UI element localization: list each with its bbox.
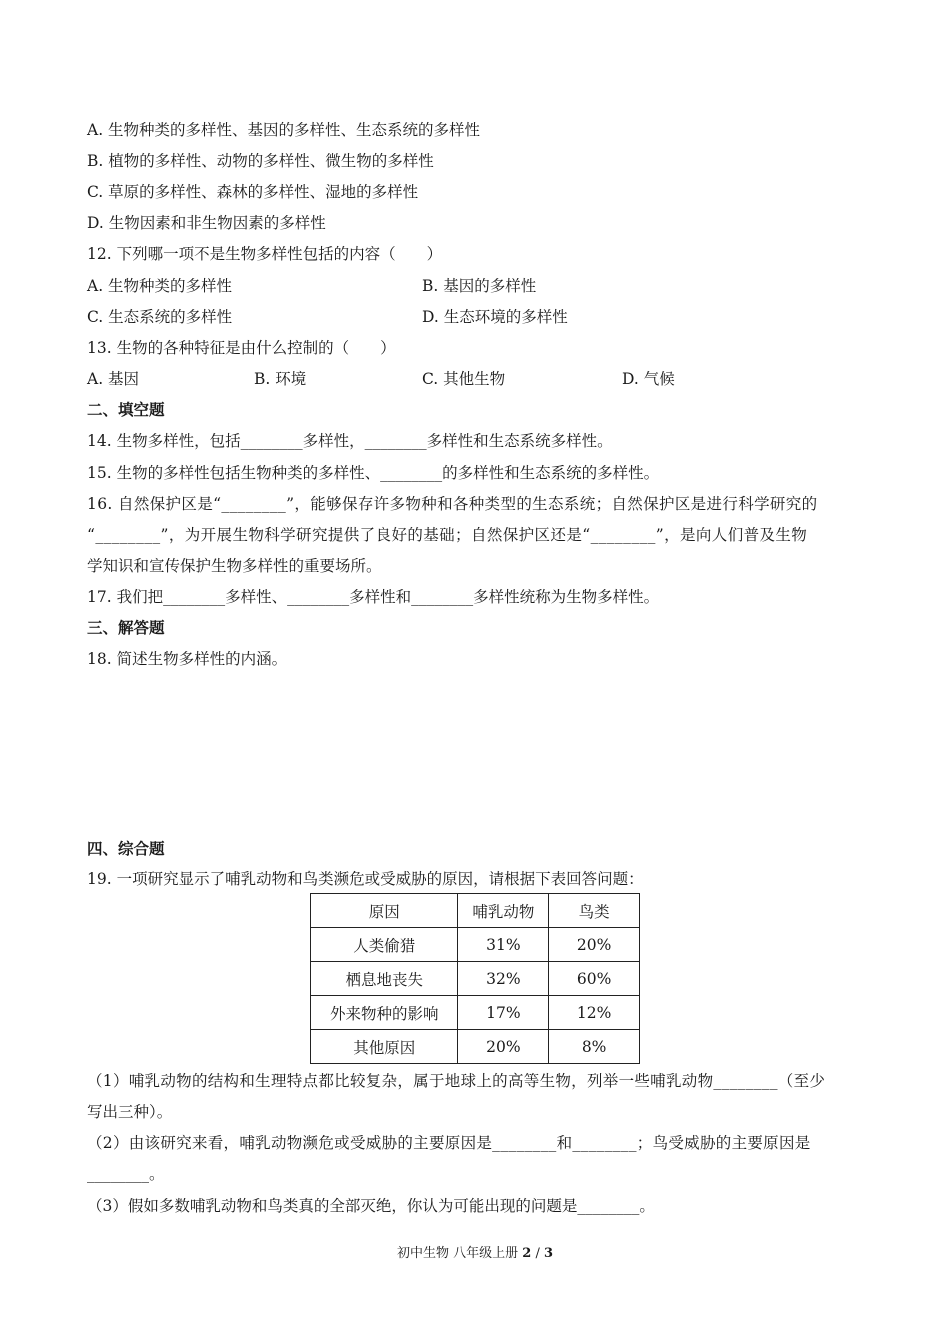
table-cell: 17% xyxy=(458,996,549,1030)
table-row xyxy=(311,962,640,996)
q12-option-a: A. 生物种类的多样性 xyxy=(87,277,233,295)
q11-option-a: A. 生物种类的多样性、基因的多样性、生态系统的多样性 xyxy=(87,121,481,139)
table-cell: 人类偷猎 xyxy=(311,928,458,962)
table-header-cell: 原因 xyxy=(311,894,458,928)
q19-sub1-line2: 写出三种）。 xyxy=(87,1103,173,1121)
table-cell: 60% xyxy=(549,962,640,996)
table-cell: 32% xyxy=(458,962,549,996)
table-row xyxy=(311,928,640,962)
footer-page-number: 2 xyxy=(522,1246,532,1261)
q13-option-b: B. 环境 xyxy=(254,370,307,388)
q19-stem: 19. 一项研究显示了哺乳动物和鸟类濒危或受威胁的原因，请根据下表回答问题： xyxy=(87,870,644,888)
q15-text: 15. 生物的多样性包括生物种类的多样性、________的多样性和生态系统的多样性。 xyxy=(87,464,660,482)
page-footer xyxy=(0,1244,950,1264)
footer-label: 初中生物 八年级上册 xyxy=(396,1246,519,1261)
table-header-cell: 哺乳动物 xyxy=(458,894,549,928)
q11-option-b: B. 植物的多样性、动物的多样性、微生物的多样性 xyxy=(87,152,434,170)
q13-options-row xyxy=(87,368,867,390)
q12-option-b: B. 基因的多样性 xyxy=(422,277,537,295)
q19-sub2-line2: ________。 xyxy=(87,1165,165,1183)
table-cell: 20% xyxy=(549,928,640,962)
q12-option-c: C. 生态系统的多样性 xyxy=(87,308,233,326)
q19-sub1-line1: （1）哺乳动物的结构和生理特点都比较复杂，属于地球上的高等生物，列举一些哺乳动物________（至少 xyxy=(87,1072,826,1090)
q12-stem: 12. 下列哪一项不是生物多样性包括的内容（ ） xyxy=(87,245,443,263)
q13-option-d: D. 气候 xyxy=(622,370,675,388)
footer-separator: / xyxy=(531,1246,544,1261)
q13-option-a: A. 基因 xyxy=(87,370,140,388)
q12-option-d: D. 生态环境的多样性 xyxy=(422,308,568,326)
table-row xyxy=(311,996,640,1030)
q18-text: 18. 简述生物多样性的内涵。 xyxy=(87,650,288,668)
q16-line3: 学知识和宣传保护生物多样性的重要场所。 xyxy=(87,557,382,575)
table-cell: 12% xyxy=(549,996,640,1030)
table-header-row xyxy=(311,894,640,928)
q14-text: 14. 生物多样性，包括________多样性，________多样性和生态系统多样性。 xyxy=(87,432,613,450)
q19-sub2-line1: （2）由该研究来看，哺乳动物濒危或受威胁的主要原因是________和________；鸟受威胁的主要原因是 xyxy=(87,1134,811,1152)
threat-cause-table xyxy=(310,893,640,1064)
table-row xyxy=(311,1030,640,1064)
q11-option-d: D. 生物因素和非生物因素的多样性 xyxy=(87,214,326,232)
table-cell: 31% xyxy=(458,928,549,962)
q12-options-row1 xyxy=(87,275,867,297)
table-cell: 20% xyxy=(458,1030,549,1064)
q16-line1: 16. 自然保护区是“________”，能够保存许多物种和各种类型的生态系统；自然保护区是进行科学研究的 xyxy=(87,495,818,513)
table-cell: 8% xyxy=(549,1030,640,1064)
section-heading-answer: 三、解答题 xyxy=(87,618,165,637)
q13-option-c: C. 其他生物 xyxy=(422,370,506,388)
section-heading-comprehensive: 四、综合题 xyxy=(87,839,165,858)
q13-stem: 13. 生物的各种特征是由什么控制的（ ） xyxy=(87,339,396,357)
q16-line2: “________”，为开展生物科学研究提供了良好的基础；自然保护区还是“________”，是向人们普及生物 xyxy=(87,526,808,544)
q11-option-c: C. 草原的多样性、森林的多样性、湿地的多样性 xyxy=(87,183,419,201)
table-header-cell: 鸟类 xyxy=(549,894,640,928)
table-cell: 栖息地丧失 xyxy=(311,962,458,996)
section-heading-fill-in: 二、填空题 xyxy=(87,400,165,419)
table-cell: 外来物种的影响 xyxy=(311,996,458,1030)
table-cell: 其他原因 xyxy=(311,1030,458,1064)
footer-page-total: 3 xyxy=(543,1246,554,1261)
q19-sub3: （3）假如多数哺乳动物和鸟类真的全部灭绝，你认为可能出现的问题是________。 xyxy=(87,1197,655,1215)
q17-text: 17. 我们把________多样性、________多样性和________多样性统称为生物多样性。 xyxy=(87,588,660,606)
q12-options-row2 xyxy=(87,306,867,328)
